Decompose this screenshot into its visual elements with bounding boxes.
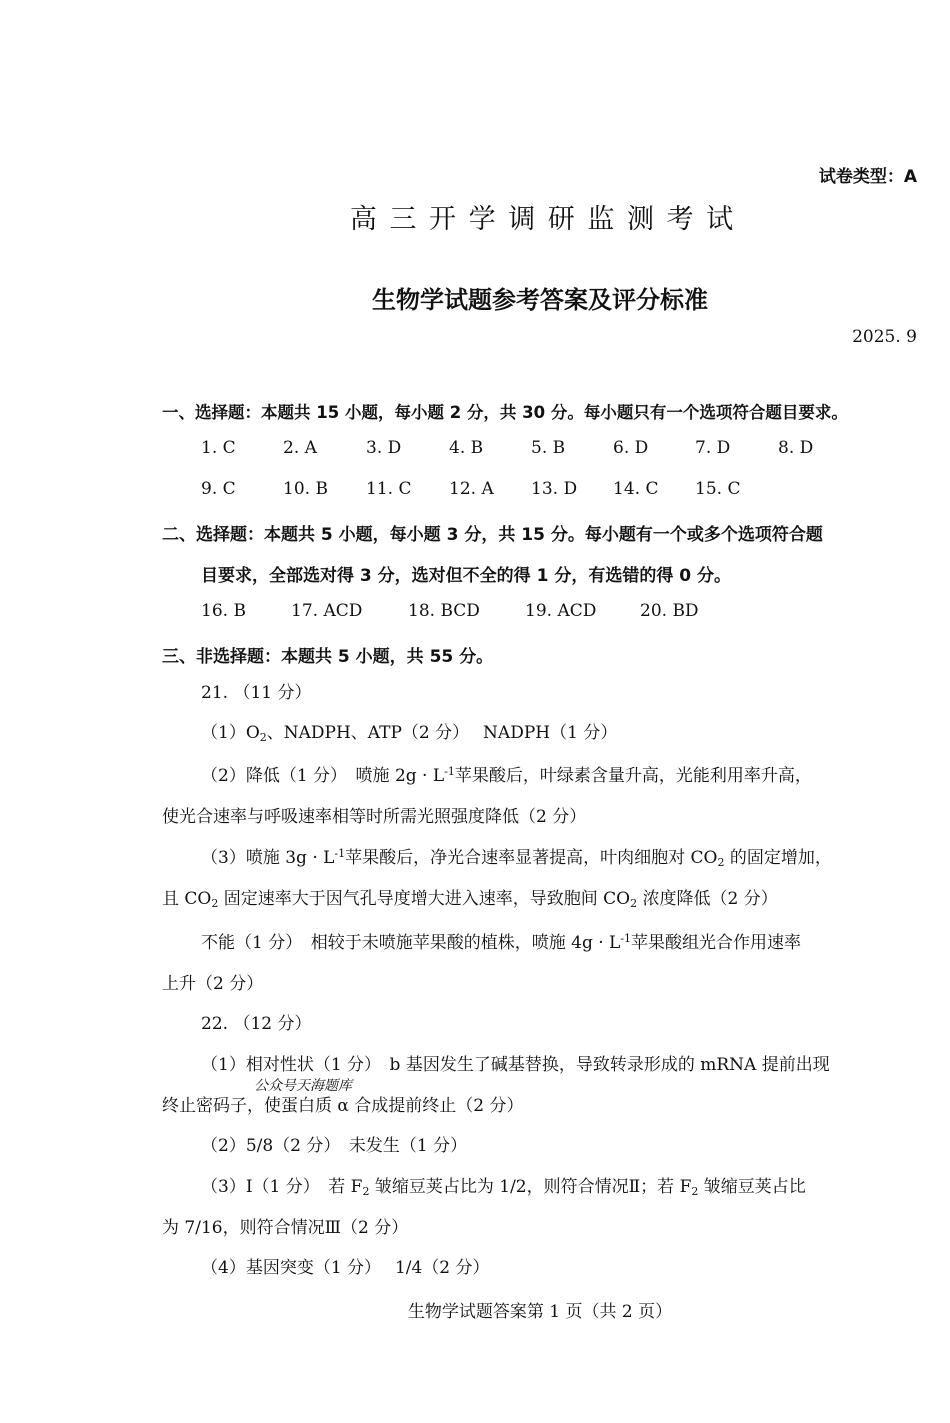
answer-item: 1. C <box>201 438 236 458</box>
q21-answer3-line2: 且 $CO_2$ 固定速率大于因气孔导度增大进入速率，导致胞间 $CO_2$ 浓度降低（2 分） <box>162 889 778 910</box>
q22-label: 22. （12 分） <box>201 1014 312 1034</box>
q22-answer1-line2: 终止密码子，使蛋白质 α 合成提前终止（2 分） <box>162 1096 524 1116</box>
section2-answers-row <box>201 601 699 621</box>
document-subtitle: 生物学试题参考答案及评分标准 <box>372 286 708 314</box>
q21-label: 21. （11 分） <box>201 683 312 703</box>
watermark-text: 公众号天海题库 <box>254 1078 352 1094</box>
q22-answer2: （2）5/8（2 分） 未发生（1 分） <box>201 1136 468 1156</box>
q21-answer4: 不能（1 分） 相较于未喷施苹果酸的植株，喷施 $4g \cdot L^{-1}$苹果酸组光合作用速率 <box>201 932 802 953</box>
answer-item: 15. C <box>695 479 741 499</box>
answer-item: 7. D <box>695 438 731 458</box>
q22-answer3: （3）Ⅰ（1 分） 若 $F_2$ 皱缩豆荚占比为 1/2，则符合情况Ⅱ；若 $F_2$ 皱缩豆荚占比 <box>201 1177 806 1198</box>
q21-answer2-line2: 使光合速率与呼吸速率相等时所需光照强度降低（2 分） <box>162 807 587 827</box>
exam-date: 2025. 9 <box>852 327 917 347</box>
q21-answer1: $(1)O_2$、NADPH、ATP（2 分） NADPH（1 分） <box>201 723 618 744</box>
section3-heading: 三、非选择题：本题共 5 小题，共 55 分。 <box>162 647 494 667</box>
answer-item: 17. ACD <box>291 601 363 621</box>
answer-item: 4. B <box>449 438 484 458</box>
q21-answer3: （3）喷施 $3g \cdot L^{-1}$苹果酸后，净光合速率显著提高，叶肉细胞对 $CO_2$ 的固定增加， <box>201 847 832 869</box>
answer-item: 10. B <box>283 479 328 499</box>
answer-item: 2. A <box>283 438 317 458</box>
answer-item: 11. C <box>366 479 412 499</box>
section2-heading-line1: 二、选择题：本题共 5 小题，每小题 3 分，共 15 分。每小题有一个或多个选项符合题 <box>162 525 823 545</box>
answer-item: 14. C <box>613 479 659 499</box>
answer-item: 20. BD <box>640 601 699 621</box>
paper-type-label: 试卷类型：A <box>818 167 917 187</box>
answer-item: 8. D <box>778 438 814 458</box>
section2-heading-line2: 目要求，全部选对得 3 分，选对但不全的得 1 分，有选错的得 0 分。 <box>201 566 731 586</box>
section1-answers-row2 <box>201 479 740 499</box>
answer-item: 13. D <box>531 479 578 499</box>
q22-answer1: （1）相对性状（1 分） b 基因发生了碱基替换，导致转录形成的 mRNA 提前出现 <box>201 1055 830 1075</box>
answer-item: 19. ACD <box>525 601 597 621</box>
exam-title: 高 三 开 学 调 研 监 测 考 试 <box>349 204 736 235</box>
q22-answer3-line2: 为 7/16，则符合情况Ⅲ（2 分） <box>162 1218 409 1238</box>
answer-item: 3. D <box>366 438 402 458</box>
q21-answer2: （2）降低（1 分） 喷施 $2g \cdot L^{-1}$苹果酸后，叶绿素含量升高，光能利用率升高， <box>201 765 812 786</box>
page-footer: 生物学试题答案第 1 页（共 2 页） <box>407 1302 673 1322</box>
answer-item: 18. BCD <box>408 601 480 621</box>
answer-item: 9. C <box>201 479 236 499</box>
section1-answers-row1 <box>201 438 813 458</box>
answer-item: 6. D <box>613 438 649 458</box>
q22-answer4: （4）基因突变（1 分） 1/4（2 分） <box>201 1258 490 1278</box>
answer-item: 5. B <box>531 438 566 458</box>
answer-item: 16. B <box>201 601 246 621</box>
answer-item: 12. A <box>449 479 494 499</box>
section1-heading: 一、选择题：本题共 15 小题，每小题 2 分，共 30 分。每小题只有一个选项符合题目要求。 <box>162 403 848 422</box>
q21-answer4-line2: 上升（2 分） <box>162 974 264 994</box>
